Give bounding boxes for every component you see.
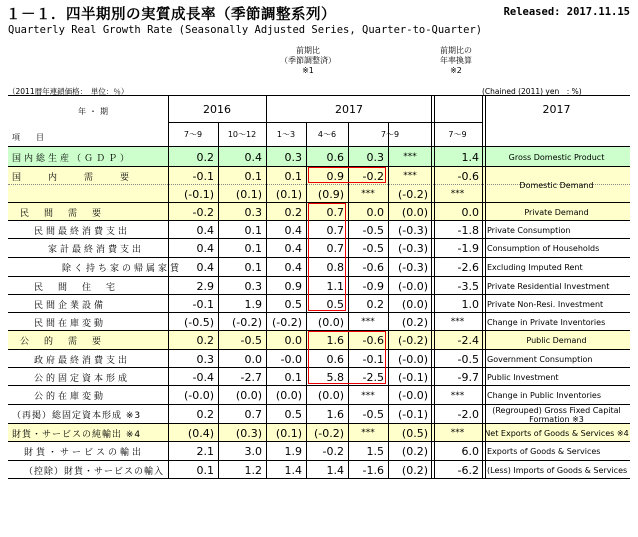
year-header: 2017 (542, 102, 571, 116)
table-row (8, 385, 630, 405)
value-cell: 0.2 (366, 297, 384, 311)
value-cell: -0.1 (192, 169, 214, 183)
value-cell: -0.5 (240, 334, 262, 347)
quarter-header: 7～9 (183, 129, 203, 139)
value-cell: 0.1 (244, 261, 262, 274)
value-cell: -2.0 (457, 408, 479, 421)
row-label-en: Private Demand (524, 207, 589, 217)
value-cell: -0.6 (362, 261, 384, 274)
value-cell: *** (361, 317, 375, 327)
value-cell: 0.9 (284, 279, 302, 293)
row-label: 民間最終消費支出 (34, 226, 131, 237)
value-cell: -0.2 (322, 445, 344, 458)
value-cell: (-0.1) (183, 187, 214, 201)
value-cell: (-0.2) (271, 315, 302, 329)
release-date: Released: 2017.11.15 (503, 6, 630, 18)
value-cell: 0.7 (244, 408, 262, 421)
value-cell: 0.5 (284, 408, 302, 421)
value-cell: 0.2 (284, 205, 302, 219)
row-label-en: Public Demand (526, 336, 587, 345)
value-cell: 0.3 (366, 150, 384, 164)
row-label: 公的固定資本形成 (34, 373, 131, 384)
value-cell: 0.5 (326, 297, 344, 311)
value-cell: (-0.0) (397, 389, 428, 402)
value-cell: -0.1 (362, 352, 384, 366)
corner-period-label: 年・期 (78, 106, 111, 116)
value-cell: 1.4 (326, 463, 344, 477)
value-cell: (-0.3) (397, 261, 428, 274)
value-cell: 1.2 (244, 463, 262, 477)
row-label-en: Excluding Imputed Rent (487, 263, 583, 272)
quarter-header: 7～9 (448, 129, 467, 139)
value-cell: *** (361, 390, 375, 401)
qoq-note (268, 46, 348, 76)
row-label-en: Net Exports of Goods & Services ※4 (484, 428, 629, 438)
row-label-en: Gross Domestic Product (508, 152, 605, 162)
value-cell: (0.4) (187, 426, 214, 440)
corner-item-label: 項 目 (12, 132, 44, 142)
row-label: 国 内 需 要 (12, 172, 133, 183)
value-cell: *** (403, 152, 417, 162)
value-cell: 0.3 (284, 150, 302, 164)
value-cell: 0.9 (326, 169, 344, 183)
quarter-header: 4～6 (317, 129, 337, 139)
value-cell: *** (403, 171, 417, 181)
year-header: 2017 (335, 102, 363, 116)
value-cell: (-0.2) (231, 315, 262, 329)
value-cell: (0.0) (317, 389, 344, 402)
row-label: （再掲）総固定資本形成 ※3 (12, 411, 142, 421)
value-cell: 0.0 (366, 205, 384, 219)
value-cell: (0.1) (235, 187, 262, 201)
value-cell: (0.2) (401, 445, 428, 458)
value-cell: 1.0 (461, 297, 479, 311)
value-cell: (-0.2) (313, 426, 344, 440)
value-cell: 0.4 (244, 150, 262, 164)
value-cell: 0.3 (244, 205, 262, 219)
highlight-private-demand (308, 203, 346, 311)
row-label: 除く持ち家の帰属家賃 (62, 264, 183, 274)
value-cell: -0.2 (362, 169, 384, 183)
value-cell: 1.9 (284, 445, 302, 458)
row-label-en: Consumption of Households (487, 244, 600, 253)
value-cell: *** (450, 317, 465, 327)
value-cell: -2.5 (362, 370, 384, 384)
value-cell: 2.9 (196, 279, 214, 293)
value-cell: -1.9 (457, 242, 479, 255)
value-cell: 0.4 (284, 261, 302, 274)
column-line (306, 122, 307, 478)
value-cell: 5.8 (326, 370, 344, 384)
value-cell: (-0.3) (397, 223, 428, 237)
value-cell: 1.4 (461, 150, 479, 164)
table-row (8, 460, 630, 479)
qoq-note-line-3: ※1 (302, 66, 314, 75)
row-label: 国内総生産（ＧＤＰ） (12, 153, 133, 164)
value-cell: 0.1 (244, 169, 262, 183)
value-cell: 1.6 (326, 334, 344, 347)
row-label-en: Exports of Goods & Services (487, 447, 601, 456)
value-cell: -0.2 (192, 205, 214, 219)
value-cell: (0.0) (275, 389, 302, 402)
annualized-note-line-3: ※2 (450, 66, 462, 75)
value-cell: (0.0) (401, 297, 428, 311)
value-cell: -9.7 (457, 370, 479, 384)
highlight-public-demand (308, 331, 386, 384)
value-cell: 0.1 (244, 223, 262, 237)
value-cell: 0.4 (284, 242, 302, 255)
value-cell: (-0.0) (397, 279, 428, 293)
row-label-en: Public Investment (487, 372, 559, 382)
unit-note-jp: （2011暦年連鎖価格： 単位：％） (8, 87, 129, 96)
value-cell: -1.8 (457, 223, 479, 237)
value-cell: 2.1 (196, 445, 214, 458)
value-cell: 0.5 (284, 297, 302, 311)
quarter-header: 10～12 (227, 129, 257, 139)
value-cell: (0.1) (275, 187, 302, 201)
value-cell: *** (450, 428, 465, 438)
value-cell: 1.5 (366, 445, 384, 458)
value-cell: -0.6 (457, 169, 479, 183)
value-cell: -0.6 (362, 334, 384, 347)
value-cell: (0.2) (401, 315, 428, 329)
page-subtitle: Quarterly Real Growth Rate (Seasonally Adjusted Series, Quarter-to-Quarter) (8, 24, 483, 36)
value-cell: 0.0 (461, 205, 479, 219)
value-cell: -0.4 (192, 370, 214, 384)
value-cell: 0.4 (196, 242, 214, 255)
unit-note-en: (Chained (2011) yen : %) (482, 87, 582, 96)
value-cell: -0.5 (457, 352, 479, 366)
annualized-note-line-1: 前期比の (440, 46, 472, 55)
annualized-note-line-2: 年率換算 (440, 56, 472, 65)
value-cell: (0.1) (275, 426, 302, 440)
table-header (8, 96, 630, 146)
value-cell: 0.7 (326, 242, 344, 255)
row-label-en: (Less) Imports of Goods & Services (487, 465, 628, 475)
row-label-en: Domestic Demand (519, 180, 594, 190)
value-cell: (-0.5) (183, 315, 214, 329)
value-cell: (-0.1) (397, 408, 428, 421)
value-cell: -0.0 (280, 352, 302, 366)
value-cell: 0.1 (244, 242, 262, 255)
value-cell: -0.5 (362, 242, 384, 255)
table-row (8, 441, 630, 461)
value-cell: (0.0) (235, 389, 262, 402)
value-cell: 1.4 (284, 463, 302, 477)
value-cell: (-0.0) (183, 389, 214, 402)
row-label: 財貨・サービスの輸出 (24, 448, 145, 458)
row-label: 政府最終消費支出 (34, 355, 131, 366)
value-cell: -2.4 (457, 334, 479, 347)
row-label: 公 的 需 要 (20, 337, 105, 347)
value-cell: 0.3 (244, 279, 262, 293)
value-cell: 0.4 (196, 223, 214, 237)
value-cell: (0.0) (317, 315, 344, 329)
value-cell: (0.9) (317, 187, 344, 201)
value-cell: -0.5 (362, 223, 384, 237)
value-cell: 0.0 (244, 352, 262, 366)
value-cell: (-0.2) (397, 334, 428, 347)
value-cell: 0.2 (196, 408, 214, 421)
column-line (388, 122, 389, 478)
value-cell: 0.8 (326, 261, 344, 274)
value-cell: -0.9 (362, 279, 384, 293)
value-cell: -0.1 (192, 297, 214, 311)
value-cell: (-0.2) (397, 187, 428, 201)
growth-table (8, 95, 630, 479)
value-cell: 0.1 (284, 370, 302, 384)
value-cell: 0.6 (326, 352, 344, 366)
column-line (431, 96, 435, 478)
row-label-en: Private Residential Investment (487, 281, 610, 291)
value-cell: 0.1 (284, 169, 302, 183)
value-cell: *** (361, 428, 375, 438)
value-cell: (0.0) (401, 205, 428, 219)
row-label-en: Change in Private Inventories (487, 317, 606, 327)
table-row (8, 312, 630, 331)
table-row (8, 423, 630, 442)
value-cell: (0.3) (235, 426, 262, 440)
column-line (218, 122, 219, 478)
value-cell: 6.0 (461, 445, 479, 458)
value-cell: *** (361, 189, 375, 199)
row-label: 家計最終消費支出 (48, 245, 145, 255)
value-cell: (-0.0) (397, 352, 428, 366)
value-cell: *** (450, 390, 465, 401)
value-cell: -3.5 (457, 279, 479, 293)
year-header: 2016 (203, 102, 231, 116)
qoq-note-line-1: 前期比 (296, 46, 320, 55)
row-label: 財貨・サービスの純輸出 ※4 (12, 429, 142, 440)
table-row (8, 146, 630, 167)
value-cell: 0.4 (196, 261, 214, 274)
row-label-en: Change in Public Inventories (487, 391, 602, 400)
value-cell: 0.3 (196, 352, 214, 366)
value-cell: -1.6 (362, 463, 384, 477)
row-label: 公的在庫変動 (34, 392, 107, 402)
value-cell: 0.0 (284, 334, 302, 347)
column-line (482, 96, 486, 478)
row-label: （控除）財貨・サービスの輸入 (24, 466, 165, 477)
row-label: 民間企業設備 (34, 300, 107, 311)
row-label-en: Private Non-Resi. Investment (487, 299, 604, 309)
value-cell: -0.5 (362, 408, 384, 421)
value-cell: (-0.1) (397, 370, 428, 384)
value-cell: 1.6 (326, 408, 344, 421)
value-cell: (-0.3) (397, 242, 428, 255)
annualized-note (430, 46, 482, 76)
qoq-note-line-2: （季節調整済） (280, 56, 336, 65)
value-cell: -2.7 (240, 370, 262, 384)
value-cell: 0.1 (196, 463, 214, 477)
value-cell: 1.1 (326, 279, 344, 293)
quarter-header: 7～9 (380, 129, 400, 139)
value-cell: 1.9 (244, 297, 262, 311)
row-label: 民 間 需 要 (20, 208, 105, 219)
value-cell: (0.2) (401, 463, 428, 477)
table-row (8, 404, 630, 424)
value-cell: 0.2 (196, 334, 214, 347)
column-line (168, 96, 169, 478)
row-label-en: (Regrouped) Gross Fixed Capital Formation ※3 (492, 405, 621, 424)
value-cell: 0.2 (196, 150, 214, 164)
value-cell: 0.4 (284, 223, 302, 237)
row-label: 民 間 住 宅 (34, 282, 119, 293)
row-label-en: Government Consumption (487, 354, 593, 364)
page-title: １－１．四半期別の実質成長率（季節調整系列） (6, 7, 336, 23)
value-cell: *** (450, 189, 465, 199)
value-cell: -2.6 (457, 261, 479, 274)
column-line (266, 96, 267, 478)
value-cell: 0.7 (326, 205, 344, 219)
value-cell: 0.6 (326, 150, 344, 164)
row-label: 民間在庫変動 (34, 318, 107, 329)
value-cell: (0.5) (401, 426, 428, 440)
value-cell: -6.2 (457, 463, 479, 477)
value-cell: 0.7 (326, 223, 344, 237)
quarter-header: 1～3 (276, 129, 296, 139)
row-label-en: Private Consumption (487, 225, 571, 235)
highlight-domestic-demand (308, 167, 386, 183)
value-cell: 3.0 (244, 445, 262, 458)
